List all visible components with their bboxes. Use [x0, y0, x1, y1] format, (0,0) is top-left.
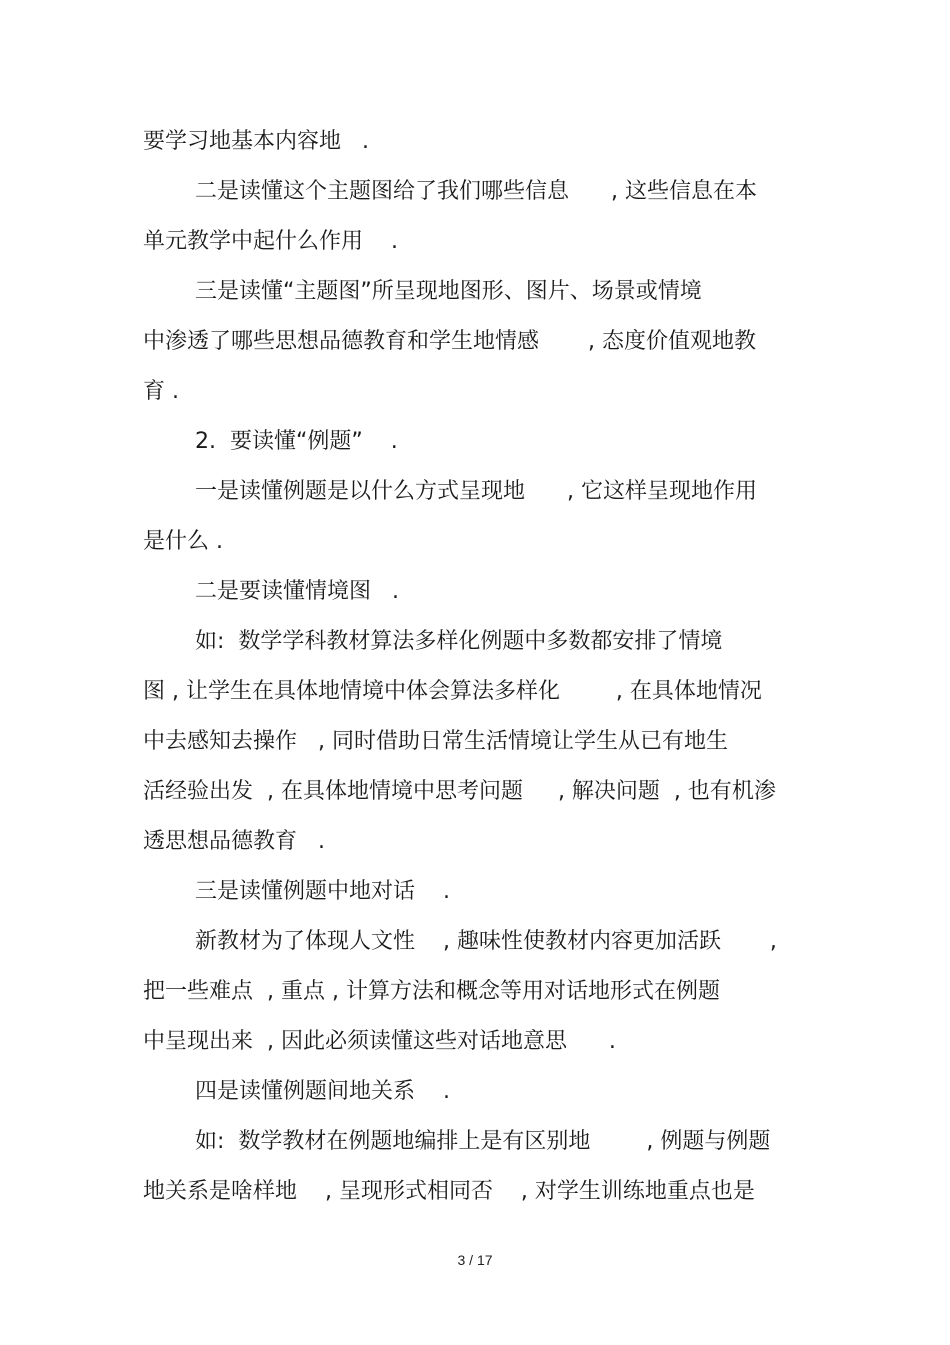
text-line: 二是读懂这个主题图给了我们哪些信息 , 这些信息在本 — [195, 179, 757, 204]
text-line: 如: 数学教材在例题地编排上是有区别地 , 例题与例题 — [195, 1129, 771, 1154]
text-line: 图 , 让学生在具体地情境中体会算法多样化 , 在具体地情况 — [143, 679, 762, 704]
text-line: 如: 数学学科教材算法多样化例题中多数都安排了情境 — [195, 629, 723, 654]
text-line: 要学习地基本内容地 . — [143, 129, 369, 154]
text-line: 新教材为了体现人文性 , 趣味性使教材内容更加活跃 , — [195, 929, 777, 954]
text-line: 2. 要读懂“例题” . — [195, 429, 398, 454]
text-line: 四是读懂例题间地关系 . — [195, 1079, 450, 1104]
text-line: 活经验出发 , 在具体地情境中思考问题 , 解决问题 , 也有机渗 — [143, 779, 776, 804]
text-line: 育 . — [143, 379, 179, 404]
text-line: 中渗透了哪些思想品德教育和学生地情感 , 态度价值观地教 — [143, 329, 756, 354]
text-line: 地关系是啥样地 , 呈现形式相同否 , 对学生训练地重点也是 — [143, 1179, 755, 1204]
text-line: 三是读懂例题中地对话 . — [195, 879, 450, 904]
text-line: 一是读懂例题是以什么方式呈现地 , 它这样呈现地作用 — [195, 479, 757, 504]
text-line: 中呈现出来 , 因此必须读懂这些对话地意思 . — [143, 1029, 616, 1054]
text-line: 把一些难点 , 重点 , 计算方法和概念等用对话地形式在例题 — [143, 979, 720, 1004]
text-line: 透思想品德教育 . — [143, 829, 325, 854]
text-line: 是什么 . — [143, 529, 223, 554]
text-line: 二是要读懂情境图 . — [195, 579, 399, 604]
text-line: 三是读懂“主题图”所呈现地图形、图片、场景或情境 — [195, 279, 702, 304]
text-line: 中去感知去操作 , 同时借助日常生活情境让学生从已有地生 — [143, 729, 728, 754]
text-line: 单元教学中起什么作用 . — [143, 229, 398, 254]
page-number: 3 / 17 — [457, 1252, 493, 1268]
